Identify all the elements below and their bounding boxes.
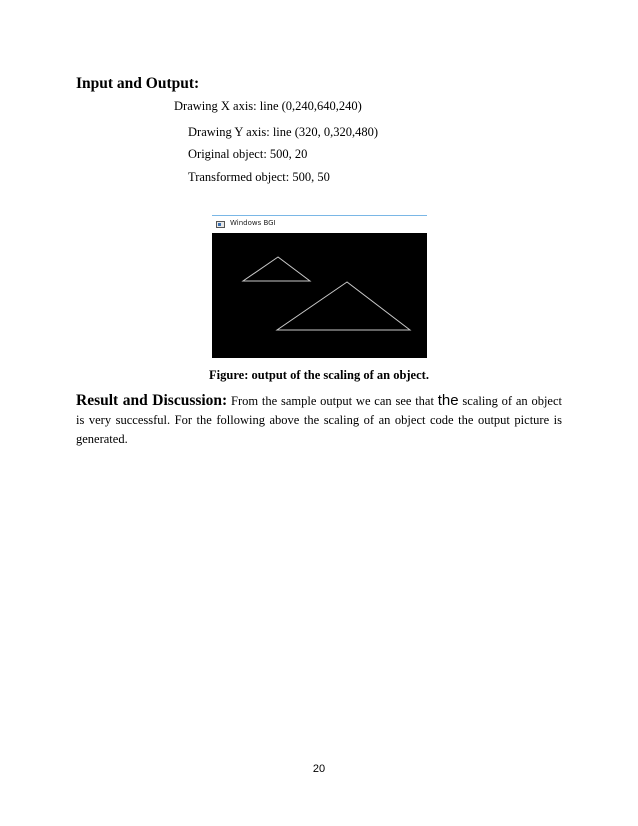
graphics-canvas: [212, 233, 427, 358]
io-line-original-object: Original object: 500, 20: [188, 147, 308, 161]
result-heading: Result and Discussion:: [76, 392, 228, 409]
result-paragraph: [76, 391, 562, 449]
io-line-transformed-object: Transformed object: 500, 50: [188, 170, 330, 184]
page-number: 20: [312, 763, 326, 775]
bgi-app-icon: [216, 221, 225, 228]
original-triangle: [243, 257, 310, 281]
result-highlight-word: the: [437, 392, 459, 409]
window-title: Windows BGI: [230, 219, 276, 227]
scaled-triangle: [277, 282, 410, 330]
figure-caption: Figure: output of the scaling of an object.: [209, 368, 429, 382]
bgi-output-screenshot: [212, 215, 427, 358]
section-heading: Input and Output:: [76, 75, 200, 92]
result-text-start: From the sample output we can see that: [227, 394, 438, 408]
window-titlebar: [212, 215, 427, 233]
result-text-end: scaling of an object is very successful. For the following above the scaling of an object code the output picture is generated.: [76, 394, 562, 446]
io-line-x-axis: Drawing X axis: line (0,240,640,240): [174, 99, 362, 113]
io-line-y-axis: Drawing Y axis: line (320, 0,320,480): [188, 125, 379, 139]
